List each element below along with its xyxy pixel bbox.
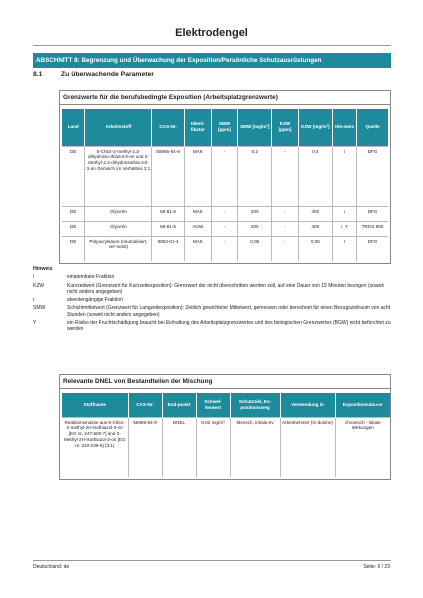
table-row xyxy=(62,221,388,236)
hinweis-heading: Hinweis xyxy=(33,266,53,272)
subsection-number: 8.1 xyxy=(33,71,43,78)
hinweis-text: einatembare Fraktion xyxy=(67,274,115,281)
table-cell: DFG xyxy=(357,236,388,261)
table-cell: - xyxy=(211,146,237,206)
table-cell: 56-81-5 xyxy=(152,221,184,236)
header-cell: KZW [ppm] xyxy=(272,109,298,146)
footer-country: Deutschland: de xyxy=(33,564,70,570)
table-cell: 56-81-5 xyxy=(152,206,184,221)
header-cell: Quelle xyxy=(357,109,388,146)
header-cell: Verwendung in xyxy=(280,393,335,417)
hinweis-text: ein Risiko der Fruchtschädigung braucht bei Einhaltung des Arbeitsplatzgrenzwertes und des biologischen Grenzwertes (BGW) nicht befürchtet zu werden xyxy=(67,320,391,333)
table-cell: 400 xyxy=(298,206,332,221)
table-cell: MAK xyxy=(184,206,211,221)
header-cell: SMW [ppm] xyxy=(211,109,237,146)
header-cell: Identi-fikator xyxy=(184,109,211,146)
table-cell: - xyxy=(272,206,298,221)
table-cell: Reaktionsmasse aus 5-Chlor-2-methyl-2H-isothiazol-3-on [EG nr. 247-500-7] und 2-Methyl-2H-isothiazol-3-on [EG nr. 220-239-6] (3:1) xyxy=(62,417,128,477)
hinweis-item xyxy=(33,320,393,333)
table-cell: 0,2 xyxy=(238,146,272,206)
header-cell: CAS-Nr. xyxy=(152,109,184,146)
section-heading: ABSCHNITT 8: Begrenzung und Überwachung der Exposition/Persönliche Schutzausrüstungen xyxy=(33,53,391,68)
table-cell: 55965-84-9 xyxy=(128,417,162,477)
table-cell: DFG xyxy=(357,206,388,221)
table-cell: MAK xyxy=(184,146,211,206)
header-cell: Hin-weis xyxy=(333,109,357,146)
header-cell: CAS-Nr. xyxy=(128,393,162,417)
footer-divider xyxy=(33,560,391,561)
table-cell: 0,4 xyxy=(298,146,332,206)
header-cell: Land xyxy=(62,109,85,146)
table-cell: i, Y xyxy=(333,221,357,236)
table-cell: DE xyxy=(62,221,85,236)
table-cell: MAK xyxy=(184,236,211,261)
hinweis-item xyxy=(33,297,393,303)
limits-table xyxy=(62,109,388,261)
limits-header-row xyxy=(62,109,388,146)
table-cell: 0,02 mg/m³ xyxy=(196,417,230,477)
table-cell: i xyxy=(333,146,357,206)
table-cell: Glycerin xyxy=(85,221,152,236)
header-cell: Stoffname xyxy=(62,393,128,417)
title-divider xyxy=(33,45,391,46)
table-row xyxy=(62,236,388,261)
hinweis-key: i xyxy=(33,274,35,281)
header-cell: Schutzziel, Ex-positionsweg xyxy=(230,393,280,417)
table-cell: AGW xyxy=(184,221,211,236)
dnel-table-title: Relevante DNEL von Bestandteilen der Mischung xyxy=(60,375,390,389)
table-cell: 200 xyxy=(238,221,272,236)
hinweis-section xyxy=(33,266,393,333)
header-cell: Expositionsdau-er xyxy=(335,393,390,417)
table-cell: 0,05 xyxy=(238,236,272,261)
table-cell: 400 xyxy=(298,221,332,236)
header-cell: Arbeitsstoff xyxy=(85,109,152,146)
table-cell: - xyxy=(211,236,237,261)
subsection-heading xyxy=(33,71,154,78)
header-cell: Schwel-lenwert xyxy=(196,393,230,417)
document-title: Elektrodengel xyxy=(175,27,248,39)
table-cell: Glycerin xyxy=(85,206,152,221)
table-row xyxy=(62,146,388,206)
table-cell: DNEL xyxy=(162,417,196,477)
table-cell: Polyacrylsäure (neutralisiert, ver-netzt) xyxy=(85,236,152,261)
hinweis-key: Y xyxy=(33,320,37,327)
table-cell: - xyxy=(272,236,298,261)
dnel-table xyxy=(62,393,390,477)
hinweis-key: SMW xyxy=(33,305,46,312)
hinweis-key: KZW xyxy=(33,282,45,289)
table-cell: 5-Chlor-2-methyl-2,3-dihydroiso-thiazol-3-on und 2-Methyl-2,3-dihydroisothia-zol-3-on Gemisch im Verhältnis 3:1 xyxy=(85,146,152,206)
header-cell: End-punkt xyxy=(162,393,196,417)
table-cell: 55965-84-9 xyxy=(152,146,184,206)
table-cell: 9003-01-4 xyxy=(152,236,184,261)
hinweis-item xyxy=(33,274,393,280)
limits-table-box xyxy=(59,90,391,264)
table-cell: DFG xyxy=(357,146,388,206)
table-row xyxy=(62,417,390,477)
table-cell: - xyxy=(272,146,298,206)
hinweis-item xyxy=(33,305,393,318)
hinweis-key: r xyxy=(33,297,35,304)
header-cell: SMW [mg/m³] xyxy=(238,109,272,146)
table-row xyxy=(62,206,388,221)
table-cell: DE xyxy=(62,206,85,221)
table-cell: - xyxy=(272,221,298,236)
table-cell: chronisch - lokale Wirkungen xyxy=(335,417,390,477)
table-cell: Mensch, inhala-tiv xyxy=(230,417,280,477)
hinweis-item xyxy=(33,283,393,296)
hinweis-text: alveolengängige Fraktion xyxy=(67,297,123,304)
table-cell: i xyxy=(333,206,357,221)
header-cell: KZW [mg/m³] xyxy=(298,109,332,146)
table-cell: - xyxy=(211,206,237,221)
table-cell: DE xyxy=(62,236,85,261)
subsection-label: Zu überwachende Parameter xyxy=(61,71,154,78)
page-number: Seite: 6 / 23 xyxy=(363,564,390,570)
limits-table-title: Grenzwerte für die berufsbedingte Exposition (Arbeitsplatzgrenzwerte) xyxy=(60,91,390,105)
table-cell: r xyxy=(333,236,357,261)
table-cell: 200 xyxy=(238,206,272,221)
table-cell: Arbeitnehmer (In-dustrie) xyxy=(280,417,335,477)
table-cell: - xyxy=(211,221,237,236)
hinweis-text: Kurzzeitwert (Grenzwert für Kurzzeitexposition): Grenzwert der nicht überschritten werden soll, auf eine Dauer von 15 Minuten bezogen (soweit nicht anders angegeben) xyxy=(67,282,384,295)
table-cell: 0,05 xyxy=(298,236,332,261)
table-cell: DE xyxy=(62,146,85,206)
dnel-table-box xyxy=(59,374,391,480)
dnel-header-row xyxy=(62,393,390,417)
hinweis-text: Schichtmittelwert (Grenzwert für Langzeitexposition): Zeitlich gewichteter Mittelwert, gemessen oder berechnet für einen Bezugszeitraum von acht Stunden (soweit nicht anders angegeben) xyxy=(67,305,391,318)
table-cell: TRGS 900 xyxy=(357,221,388,236)
